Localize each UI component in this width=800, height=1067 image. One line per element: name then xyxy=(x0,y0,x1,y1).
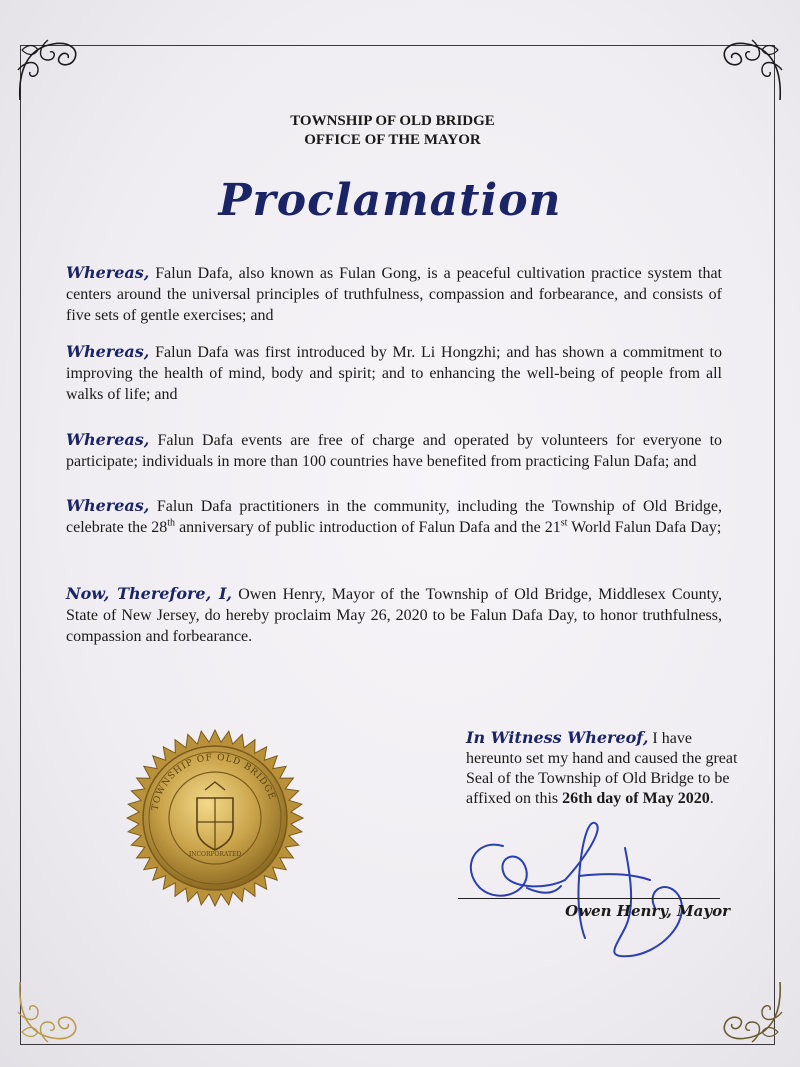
mayor-signature-icon xyxy=(455,818,725,963)
seal-bottom-text: INCORPORATED xyxy=(188,851,242,858)
witness-date: 26th day of May 2020 xyxy=(562,790,710,807)
corner-flourish-icon xyxy=(712,972,792,1052)
paragraph-text: World Falun Dafa Day; xyxy=(567,519,722,536)
document-header xyxy=(0,112,800,150)
paragraph-lead: Whereas, xyxy=(66,430,150,449)
paragraph-lead: Now, Therefore, I, xyxy=(66,584,232,603)
paragraph-text: Falun Dafa was first introduced by Mr. Li Hongzhi; and has shown a commitment to improving the health of mind, body and spirit; and to enhancing the well-being of people from all walks of life; and xyxy=(66,344,723,403)
whereas-paragraph-3 xyxy=(66,429,722,472)
signature-line xyxy=(458,898,720,899)
paragraph-text: Falun Dafa, also known as Fulan Gong, is a peaceful cultivation practice system that centers around the universal principles of truthfulness, compassion and forbearance, and consists of five sets of gentle exercises; and xyxy=(66,265,722,324)
whereas-paragraph-1 xyxy=(66,262,722,326)
witness-lead: In Witness Whereof, xyxy=(466,728,649,747)
therefore-paragraph xyxy=(66,583,722,647)
township-name: TOWNSHIP OF OLD BRIDGE xyxy=(290,113,495,129)
signatory-name: Owen Henry, Mayor xyxy=(565,902,730,920)
paragraph-text: anniversary of public introduction of Falun Dafa and the 21 xyxy=(175,519,561,536)
office-name: OFFICE OF THE MAYOR xyxy=(304,132,481,148)
whereas-paragraph-2 xyxy=(66,341,722,405)
paragraph-text: Owen Henry, Mayor of the Township of Old Bridge, Middlesex County, State of New Jersey, do hereby proclaim May 26, 2020 to be Falun Dafa Day, to honor truthfulness, compassion and forbearance. xyxy=(66,586,723,645)
corner-flourish-icon xyxy=(8,30,88,110)
paragraph-lead: Whereas, xyxy=(66,263,150,282)
corner-flourish-icon xyxy=(712,30,792,110)
seal-ring-text: TOWNSHIP OF OLD BRIDGE xyxy=(150,752,277,812)
corner-flourish-icon xyxy=(8,972,88,1052)
ordinal-suffix: th xyxy=(167,517,176,529)
ordinal-suffix: st xyxy=(560,517,568,529)
paragraph-lead: Whereas, xyxy=(66,496,150,515)
gold-seal-icon xyxy=(125,728,305,908)
paragraph-text: Falun Dafa practitioners in the community, including the Township of Old Bridge, celebrate the 28 xyxy=(66,498,723,536)
paragraph-lead: Whereas, xyxy=(66,342,150,361)
whereas-paragraph-4 xyxy=(66,495,722,538)
witness-period: . xyxy=(709,790,714,807)
witness-text: I have hereunto set my hand and caused the great Seal of the Township of Old Bridge to be affixed on this xyxy=(466,730,738,807)
paragraph-text: Falun Dafa events are free of charge and operated by volunteers for everyone to participate; individuals in more than 100 countries have benefited from practicing Falun Dafa; and xyxy=(66,432,723,470)
witness-block xyxy=(466,728,746,809)
page-title: Proclamation xyxy=(218,175,562,226)
